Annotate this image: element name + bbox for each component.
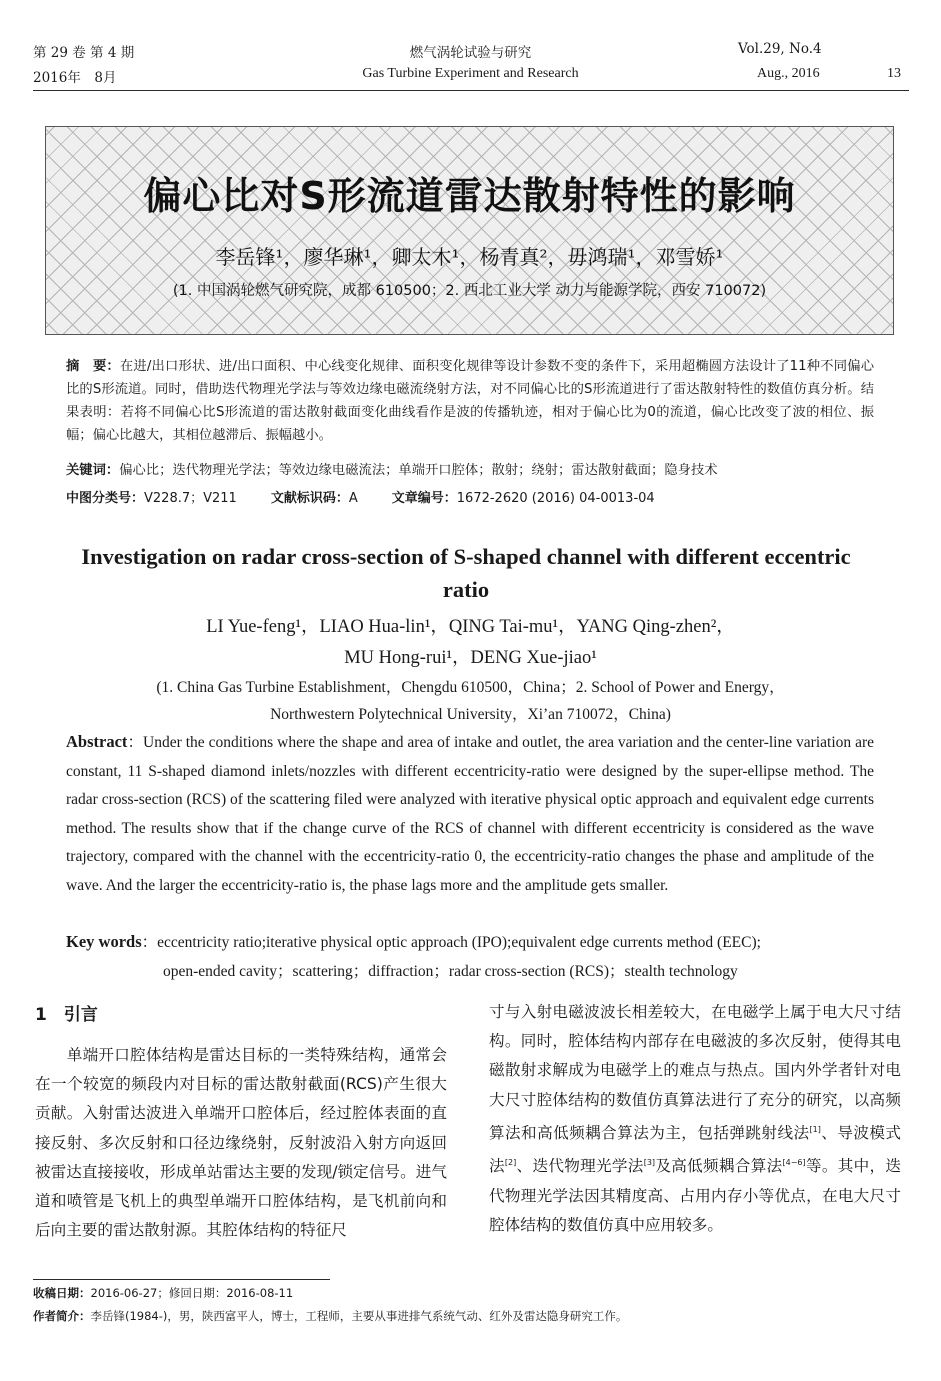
keywords-en xyxy=(66,928,874,986)
body-column-left: 单端开口腔体结构是雷达目标的一类特殊结构，通常会在一个较宽的频段内对目标的雷达散射截面(RCS)产生很大贡献。入射雷达波进入单端开口腔体后，经过腔体表面的直接反射、多次反射和口径边缘绕射，反射波沿入射方向返回被雷达直接接收，形成单站雷达主要的发现/锁定信号。进气道和喷管是飞机上的典型单端开口腔体结构，是飞机前向和后向主要的雷达散射源。其腔体结构的特征尺 xyxy=(35,1046,447,1240)
keywords-cn-text: 偏心比；迭代物理光学法；等效边缘电磁流法；单端开口腔体；散射；绕射；雷达散射截面；隐身技术 xyxy=(119,463,718,478)
date-en: Aug., 2016 xyxy=(757,66,820,81)
title-cn: 偏心比对S形流道雷达散射特性的影响 xyxy=(143,174,796,218)
abstract-en-text: ：Under the conditions where the shape and area of intake and outlet, the area variation and the center-line variation are constant, 11 S-shaped diamond inlets/nozzles with different eccentricity-ratio were designed by the super-ellipse method. The radar cross-section (RCS) of the scattering filed were analyzed with iterative physical optic approach and equivalent edge currents method. The results show that if the change curve of the RCS of channel with different eccentricity is considered as the wave trajectory, compared with the channel with the eccentricity-ratio 0, the eccentricity-ratio changes the phase and amplitude of the wave. And the larger the eccentricity-ratio is, the phase lags more and the amplitude gets smaller. xyxy=(66,734,874,894)
doc-code-label: 文献标识码： xyxy=(270,491,349,506)
clc-value: V228.7；V211 xyxy=(144,491,237,506)
article-no-value: 1672-2620 (2016) 04-0013-04 xyxy=(456,491,655,506)
keywords-en-line2: open-ended cavity；scattering；diffraction；radar cross-section (RCS)；stealth technology xyxy=(163,962,738,980)
date-cn: 2016年 8月 xyxy=(33,70,117,86)
abstract-en-label: Abstract xyxy=(66,732,128,751)
authors-cn: 李岳锋¹，廖华琳¹，卿太木¹，杨青真²，毋鸿瑞¹，邓雪娇¹ xyxy=(215,245,724,269)
journal-name-cn: 燃气涡轮试验与研究 xyxy=(409,45,532,61)
citation-3: [3] xyxy=(643,1158,656,1168)
journal-name-en: Gas Turbine Experiment and Research xyxy=(362,66,579,81)
body-column-right xyxy=(489,998,901,1240)
citation-4-6: [4−6] xyxy=(782,1158,806,1168)
keywords-en-line1: ：eccentricity ratio;iterative physical optic approach (IPO);equivalent edge currents method (EEC); xyxy=(141,934,761,951)
title-en: Investigation on radar cross-section of S-shaped channel with different eccentric ratio xyxy=(81,544,851,602)
body-right-part5: 等。其中，迭代物理光学法因其精度高、占用内存小等优点，在电大尺寸腔体结构的数值仿真中应用较多。 xyxy=(489,1157,901,1234)
citation-1: [1] xyxy=(809,1124,821,1134)
affiliation-en-line1: (1. China Gas Turbine Establishment，Chengdu 610500，China；2. School of Power and Energy， xyxy=(156,679,785,696)
keywords-cn xyxy=(66,459,874,482)
footnote-dates xyxy=(33,1285,293,1301)
footnote-bio xyxy=(33,1308,627,1324)
body-right-part4: 及高低频耦合算法 xyxy=(655,1157,783,1176)
footnote-rule xyxy=(33,1279,330,1280)
keywords-cn-label: 关键词： xyxy=(66,463,120,478)
body-right-part1: 寸与入射电磁波波长相差较大，在电磁学上属于电大尺寸结构。同时，腔体结构内部存在电磁波的多次反射，使得其电磁散射求解成为电磁学上的难点与热点。国内外学者针对电大尺寸腔体结构的数值仿真算法进行了充分的研究，以高频算法和高低频耦合算法为主，包括弹跳射线法 xyxy=(489,1003,901,1142)
section-heading-intro: 1 引言 xyxy=(35,1005,98,1025)
title-banner xyxy=(45,126,894,335)
abstract-cn xyxy=(66,355,874,447)
authors-en-line2: MU Hong-rui¹，DENG Xue-jiao¹ xyxy=(344,648,597,668)
article-no-label: 文章编号： xyxy=(391,491,457,506)
page-number: 13 xyxy=(887,66,901,81)
citation-2: [2] xyxy=(504,1158,517,1168)
abstract-en xyxy=(66,728,874,900)
abstract-cn-label: 摘 要： xyxy=(66,359,120,374)
affiliation-en-line2: Northwestern Polytechnical University，Xi’an 710072，China) xyxy=(270,706,671,723)
footnote-dates-text: 2016-06-27；修回日期：2016-08-11 xyxy=(90,1286,294,1300)
body-right-part2: 、导波模式法 xyxy=(489,1124,901,1176)
volume-issue-cn: 第 29 卷 第 4 期 xyxy=(33,45,135,61)
volume-issue-en: Vol.29, No.4 xyxy=(738,41,822,57)
footnote-bio-label: 作者简介： xyxy=(33,1309,91,1323)
keywords-en-label: Key words xyxy=(66,932,142,951)
affiliation-cn: (1. 中国涡轮燃气研究院，成都 610500；2. 西北工业大学 动力与能源学院，西安 710072) xyxy=(172,283,767,299)
footnote-dates-label: 收稿日期： xyxy=(33,1286,91,1300)
doc-code-value: A xyxy=(348,491,358,506)
authors-en-line1: LI Yue-feng¹，LIAO Hua-lin¹，QING Tai-mu¹，YANG Qing-zhen²， xyxy=(206,617,735,637)
clc-label: 中图分类号： xyxy=(66,491,145,506)
body-right-part3: 、迭代物理光学法 xyxy=(516,1157,644,1176)
abstract-cn-text: 在进/出口形状、进/出口面积、中心线变化规律、面积变化规律等设计参数不变的条件下，采用超椭圆方法设计了11种不同偏心比的S形流道。同时，借助迭代物理光学法与等效边缘电磁流绕射方法，对不同偏心比的S形流道进行了雷达散射特性的数值仿真分析。结果表明：若将不同偏心比S形流道的雷达散射截面变化曲线看作是波的传播轨迹，相对于偏心比为0的流道，偏心比改变了波的相位、振幅；偏心比越大，其相位越滞后、振幅越小。 xyxy=(66,359,874,443)
header-rule xyxy=(33,90,909,91)
classification-line xyxy=(66,487,655,506)
footnote-bio-text: 李岳锋(1984-)，男，陕西富平人，博士，工程师，主要从事进排气系统气动、红外及雷达隐身研究工作。 xyxy=(90,1309,628,1323)
